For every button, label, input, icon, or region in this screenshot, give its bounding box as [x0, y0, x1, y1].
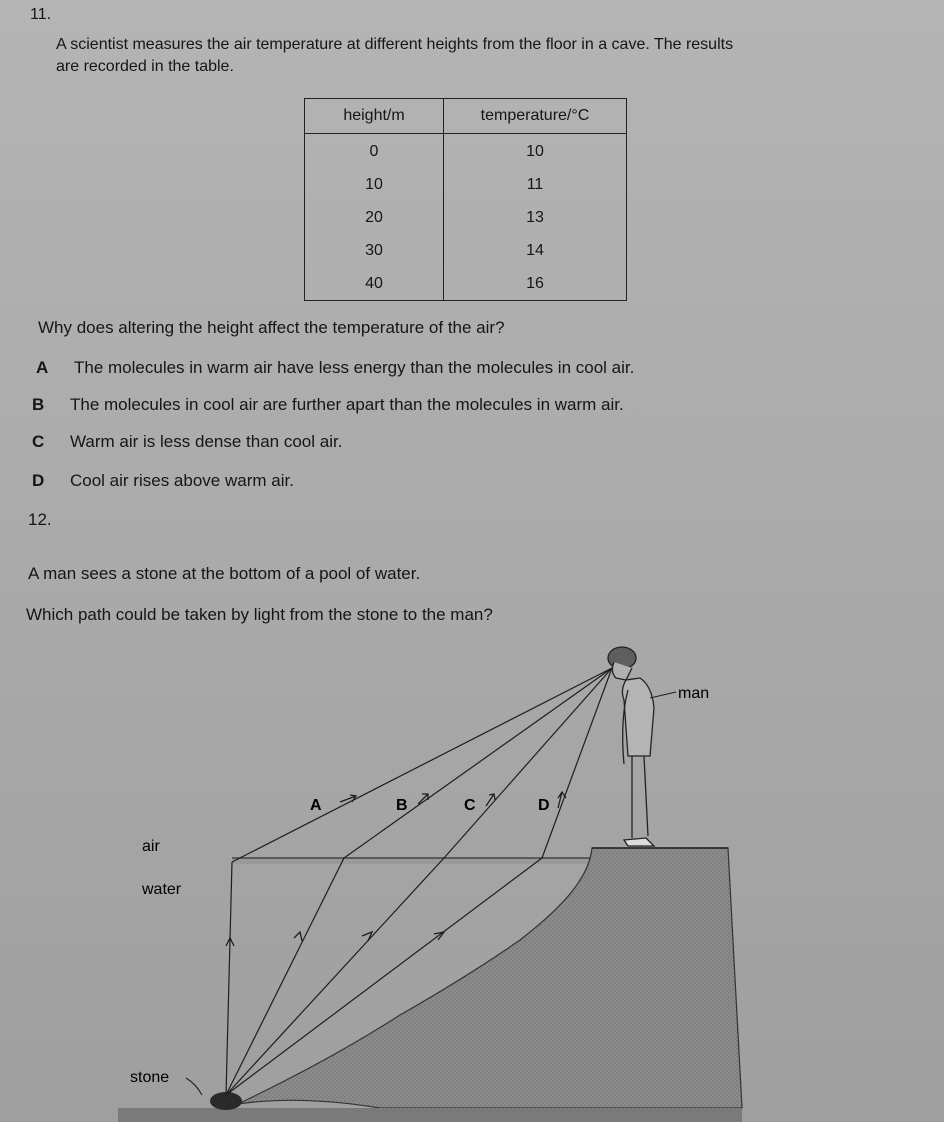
ray-b-air: [344, 668, 612, 858]
label-water: water: [142, 881, 182, 898]
table-header-height: height/m: [305, 99, 444, 134]
path-label-d: D: [538, 797, 550, 814]
table-cell: 10: [444, 134, 627, 169]
man-leader-line: [650, 692, 676, 698]
question-12-stem: Which path could be taken by light from the stone to the man?: [26, 605, 493, 624]
option-letter: B: [32, 395, 45, 414]
label-stone: stone: [130, 1069, 170, 1086]
ray-a-water: [226, 862, 232, 1095]
question-11-stem: Why does altering the height affect the temperature of the air?: [38, 318, 505, 337]
option-letter: D: [32, 471, 45, 490]
option-text: Cool air rises above warm air.: [70, 471, 294, 490]
table-cell: 10: [305, 168, 444, 201]
question-12-intro: A man sees a stone at the bottom of a pool of water.: [28, 564, 421, 583]
path-label-a: A: [310, 797, 322, 814]
arrow-icon: [340, 795, 356, 802]
arrow-icon: [486, 794, 495, 806]
table-header-temperature: temperature/°C: [444, 99, 627, 134]
table-cell: 13: [444, 201, 627, 234]
option-text: The molecules in cool air are further apart than the molecules in warm air.: [70, 395, 624, 414]
table-cell: 11: [444, 168, 627, 201]
table-cell: 16: [444, 267, 627, 301]
option-letter: C: [32, 432, 45, 451]
pool-bottom: [118, 1108, 742, 1122]
question-12-number: 12.: [28, 510, 52, 529]
table-cell: 14: [444, 234, 627, 267]
path-label-b: B: [396, 797, 408, 814]
man-figure: [608, 647, 654, 846]
ground-bank: [238, 848, 742, 1108]
ray-d-air: [542, 668, 612, 858]
arrow-icon: [362, 932, 372, 941]
table-cell: 30: [305, 234, 444, 267]
label-air: air: [142, 838, 160, 855]
stone-leader-line: [186, 1078, 202, 1095]
table-cell: 20: [305, 201, 444, 234]
arrow-icon: [434, 932, 444, 940]
option-text: Warm air is less dense than cool air.: [70, 432, 343, 451]
question-11-number: 11.: [30, 6, 52, 23]
option-text: The molecules in warm air have less energy than the molecules in cool air.: [74, 358, 635, 377]
ray-c-air: [444, 668, 612, 858]
path-label-c: C: [464, 797, 476, 814]
label-man: man: [678, 685, 710, 702]
option-letter: A: [36, 358, 49, 377]
ray-a-air: [232, 668, 612, 862]
arrow-icon: [294, 932, 302, 941]
table-cell: 0: [305, 134, 444, 169]
question-11-intro-line1: A scientist measures the air temperature at different heights from the floor in a cave. The results: [56, 36, 734, 53]
question-11-intro-line2: are recorded in the table.: [56, 58, 234, 75]
table-cell: 40: [305, 267, 444, 301]
